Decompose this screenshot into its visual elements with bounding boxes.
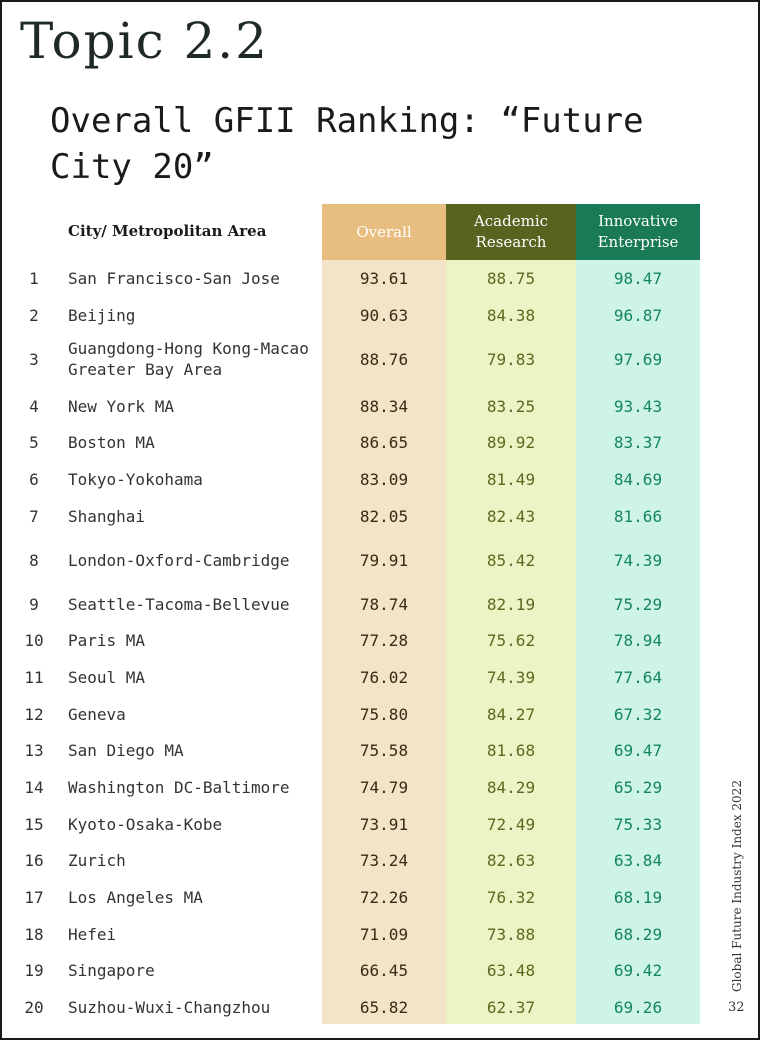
row-city: London-Oxford-Cambridge	[68, 550, 290, 570]
row-rank: 20	[24, 997, 44, 1017]
row-city: Suzhou-Wuxi-Changzhou	[68, 997, 271, 1017]
table-row	[2, 496, 702, 536]
row-overall-score: 88.76	[359, 349, 409, 369]
row-overall-score: 90.63	[359, 305, 409, 325]
row-innovative-score: 69.42	[613, 960, 663, 980]
row-innovative-score: 98.47	[613, 268, 663, 288]
row-overall-score: 65.82	[359, 997, 409, 1017]
row-rank: 8	[29, 550, 39, 570]
row-rank: 16	[24, 850, 44, 870]
academic-column-header	[446, 204, 576, 260]
row-academic-score: 84.27	[486, 704, 536, 724]
row-overall-score: 75.58	[359, 740, 409, 760]
row-rank: 10	[24, 630, 44, 650]
row-academic-score: 76.32	[486, 887, 536, 907]
row-academic-score: 88.75	[486, 268, 536, 288]
row-academic-score: 82.63	[486, 850, 536, 870]
row-innovative-score: 75.29	[613, 594, 663, 614]
row-innovative-score: 65.29	[613, 777, 663, 797]
row-innovative-score: 81.66	[613, 506, 663, 526]
row-innovative-score: 63.84	[613, 850, 663, 870]
row-city: Tokyo-Yokohama	[68, 469, 203, 489]
table-row	[2, 950, 702, 990]
row-overall-score: 73.24	[359, 850, 409, 870]
row-rank: 2	[29, 305, 39, 325]
row-academic-score: 63.48	[486, 960, 536, 980]
row-city: Zurich	[68, 850, 126, 870]
row-overall-score: 76.02	[359, 667, 409, 687]
table-row	[2, 914, 702, 954]
table-row	[2, 386, 702, 426]
innovative-column-header	[576, 204, 700, 260]
row-academic-score: 72.49	[486, 814, 536, 834]
row-rank: 11	[24, 667, 44, 687]
row-city: Boston MA	[68, 432, 155, 452]
page-number: 32	[728, 1000, 745, 1015]
row-academic-score: 82.19	[486, 594, 536, 614]
row-innovative-score: 75.33	[613, 814, 663, 834]
row-rank: 9	[29, 594, 39, 614]
side-caption: Global Future Industry Index 2022	[730, 780, 744, 992]
row-innovative-score: 96.87	[613, 305, 663, 325]
row-rank: 19	[24, 960, 44, 980]
table-row	[2, 339, 702, 379]
row-innovative-score: 77.64	[613, 667, 663, 687]
row-academic-score: 73.88	[486, 924, 536, 944]
table-row	[2, 840, 702, 880]
table-row	[2, 804, 702, 844]
row-academic-score: 82.43	[486, 506, 536, 526]
row-academic-score: 85.42	[486, 550, 536, 570]
row-overall-score: 72.26	[359, 887, 409, 907]
row-city: Hefei	[68, 924, 117, 944]
row-innovative-score: 78.94	[613, 630, 663, 650]
row-innovative-score: 69.26	[613, 997, 663, 1017]
row-rank: 15	[24, 814, 44, 834]
row-rank: 5	[29, 432, 39, 452]
slide-subtitle: Overall GFII Ranking: “Future City 20”	[50, 101, 644, 187]
row-rank: 18	[24, 924, 44, 944]
row-city: Paris MA	[68, 630, 146, 650]
row-rank: 1	[29, 268, 39, 288]
table-row	[2, 459, 702, 499]
table-row	[2, 540, 702, 580]
row-rank: 12	[24, 704, 44, 724]
table-row	[2, 295, 702, 335]
row-innovative-score: 74.39	[613, 550, 663, 570]
row-overall-score: 66.45	[359, 960, 409, 980]
table-row	[2, 877, 702, 917]
row-city: Seoul MA	[68, 667, 146, 687]
row-academic-score: 89.92	[486, 432, 536, 452]
row-innovative-score: 84.69	[613, 469, 663, 489]
row-city: Beijing	[68, 305, 136, 325]
row-overall-score: 71.09	[359, 924, 409, 944]
table-row	[2, 657, 702, 697]
row-innovative-score: 67.32	[613, 704, 663, 724]
row-overall-score: 82.05	[359, 506, 409, 526]
row-academic-score: 75.62	[486, 630, 536, 650]
row-innovative-score: 68.19	[613, 887, 663, 907]
row-city: Washington DC-Baltimore	[68, 777, 290, 797]
city-column-header: City/ Metropolitan Area	[68, 222, 267, 240]
row-innovative-score: 69.47	[613, 740, 663, 760]
row-overall-score: 73.91	[359, 814, 409, 834]
row-rank: 7	[29, 506, 39, 526]
row-academic-score: 62.37	[486, 997, 536, 1017]
row-city: San Diego MA	[68, 740, 184, 760]
row-overall-score: 79.91	[359, 550, 409, 570]
academic-header-label: Academic Research	[473, 212, 549, 251]
row-rank: 14	[24, 777, 44, 797]
row-academic-score: 84.29	[486, 777, 536, 797]
row-academic-score: 81.68	[486, 740, 536, 760]
row-rank: 4	[29, 396, 39, 416]
table-row	[2, 987, 702, 1027]
row-academic-score: 74.39	[486, 667, 536, 687]
row-city: Los Angeles MA	[68, 887, 203, 907]
row-academic-score: 83.25	[486, 396, 536, 416]
row-city: New York MA	[68, 396, 174, 416]
row-city: Singapore	[68, 960, 155, 980]
row-rank: 3	[29, 349, 39, 369]
row-overall-score: 86.65	[359, 432, 409, 452]
overall-column-header: Overall	[322, 204, 446, 260]
row-rank: 17	[24, 887, 44, 907]
row-academic-score: 84.38	[486, 305, 536, 325]
row-innovative-score: 83.37	[613, 432, 663, 452]
row-city: San Francisco-San Jose	[68, 268, 280, 288]
table-row	[2, 620, 702, 660]
row-overall-score: 77.28	[359, 630, 409, 650]
row-overall-score: 78.74	[359, 594, 409, 614]
row-rank: 13	[24, 740, 44, 760]
row-overall-score: 88.34	[359, 396, 409, 416]
row-city: Geneva	[68, 704, 126, 724]
row-city: Seattle-Tacoma-Bellevue	[68, 594, 290, 614]
table-row	[2, 730, 702, 770]
row-overall-score: 75.80	[359, 704, 409, 724]
row-innovative-score: 93.43	[613, 396, 663, 416]
innovative-header-label: Innovative Enterprise	[597, 212, 679, 251]
row-innovative-score: 97.69	[613, 349, 663, 369]
row-innovative-score: 68.29	[613, 924, 663, 944]
row-rank: 6	[29, 469, 39, 489]
row-city: Shanghai	[68, 506, 146, 526]
topic-title: Topic 2.2	[20, 12, 269, 70]
row-overall-score: 93.61	[359, 268, 409, 288]
row-academic-score: 79.83	[486, 349, 536, 369]
row-city: Kyoto-Osaka-Kobe	[68, 814, 223, 834]
row-city: Guangdong-Hong Kong-Macao Greater Bay Area	[68, 339, 309, 379]
table-row	[2, 767, 702, 807]
row-academic-score: 81.49	[486, 469, 536, 489]
table-row	[2, 694, 702, 734]
row-overall-score: 83.09	[359, 469, 409, 489]
table-row	[2, 584, 702, 624]
table-row	[2, 258, 702, 298]
table-row	[2, 422, 702, 462]
row-overall-score: 74.79	[359, 777, 409, 797]
